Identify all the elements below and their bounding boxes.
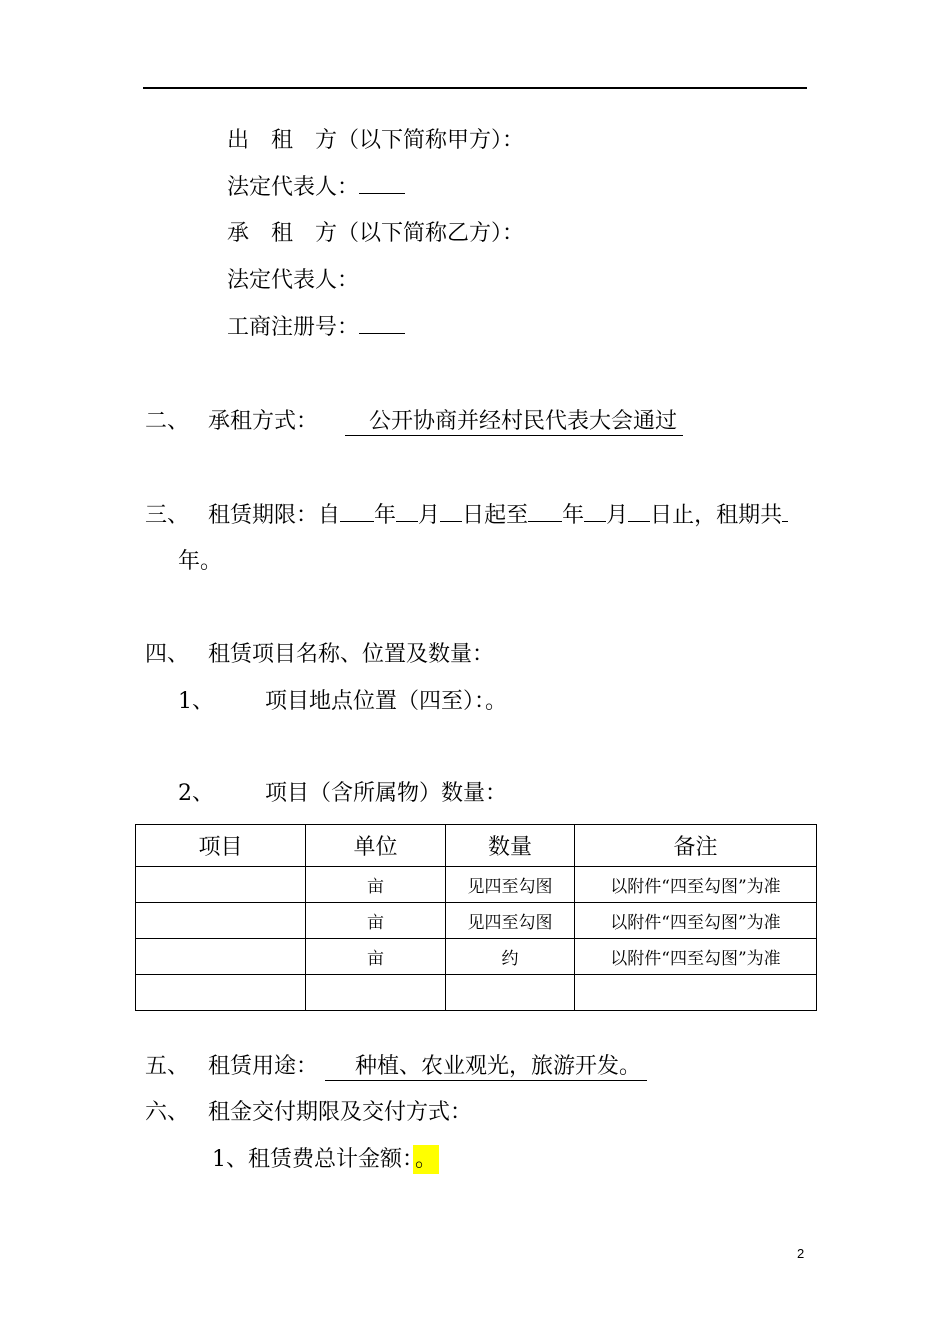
table-cell [136, 867, 306, 903]
day-from-text: 日起至 [462, 503, 529, 528]
table-cell [136, 939, 306, 975]
year-blank-1 [340, 501, 374, 522]
rent-total-label: 1、租赁费总计金额： [212, 1147, 413, 1172]
page-number: 2 [797, 1246, 805, 1261]
table-cell: 约 [446, 939, 575, 975]
table-cell [306, 975, 446, 1011]
table-cell [575, 975, 817, 1011]
item-2-num: 2、 [178, 781, 214, 806]
section-2-label: 承租方式： [208, 409, 319, 434]
reg-no-label: 工商注册号： [227, 315, 360, 340]
table-header-cell: 数量 [446, 825, 575, 867]
table-row [136, 903, 817, 939]
table-header-cell: 备注 [575, 825, 817, 867]
lessee-rep-label: 法定代表人： [227, 268, 360, 293]
table-cell: 亩 [306, 867, 446, 903]
table-header-cell: 单位 [306, 825, 446, 867]
items-table [135, 824, 817, 1011]
table-cell: 见四至勾图 [446, 867, 575, 903]
lessor-label: 出 租 方（以下简称甲方）： [227, 128, 525, 153]
header-rule [143, 87, 807, 89]
table-cell: 以附件“四至勾图”为准 [575, 939, 817, 975]
section-6-num: 六、 [145, 1100, 190, 1125]
section-4-label: 租赁项目名称、位置及数量： [208, 642, 495, 667]
lessee-rep-line [227, 266, 359, 296]
reg-no-line [227, 313, 405, 343]
table-cell: 见四至勾图 [446, 903, 575, 939]
section-6-label: 租金交付期限及交付方式： [208, 1100, 473, 1125]
table-row [136, 975, 817, 1011]
section-5 [145, 1052, 647, 1082]
table-cell: 亩 [306, 939, 446, 975]
year-unit-2: 年 [562, 503, 585, 528]
section-2 [145, 407, 683, 437]
section-5-value: 种植、农业观光，旅游开发。 [325, 1054, 647, 1081]
month-blank-1 [396, 501, 418, 522]
table-row [136, 939, 817, 975]
month-unit-2: 月 [606, 503, 629, 528]
section-5-num: 五、 [145, 1054, 190, 1079]
lessee-label: 承 租 方（以下简称乙方）： [227, 221, 525, 246]
item-2-text: 项目（含所属物）数量： [265, 781, 508, 806]
table-cell [446, 975, 575, 1011]
rent-total-value: 。 [415, 1147, 438, 1172]
table-cell: 以附件“四至勾图”为准 [575, 903, 817, 939]
item-1-text: 项目地点位置（四至）：。 [265, 689, 508, 714]
section-6 [145, 1098, 472, 1128]
section-4-num: 四、 [145, 642, 190, 667]
section-5-label: 租赁用途： [208, 1054, 319, 1079]
year-unit-1: 年 [374, 503, 397, 528]
month-unit-1: 月 [418, 503, 441, 528]
section-3-label: 租赁期限：自 [208, 503, 341, 528]
section-3-line-2 [178, 547, 222, 577]
item-1-num: 1、 [178, 689, 214, 714]
section-4-item-1 [178, 687, 507, 717]
table-header-row [136, 825, 817, 867]
day-to-text: 日止，租期共 [650, 503, 783, 528]
term-blank [782, 501, 788, 522]
month-blank-2 [584, 501, 606, 522]
year-blank-2 [528, 501, 562, 522]
lessor-rep-line [227, 173, 405, 203]
table-cell: 以附件“四至勾图”为准 [575, 867, 817, 903]
table-cell [136, 975, 306, 1011]
section-2-num: 二、 [145, 409, 190, 434]
table-cell: 亩 [306, 903, 446, 939]
reg-no-blank [359, 313, 405, 334]
lessor-rep-blank [359, 173, 405, 194]
table-row [136, 867, 817, 903]
section-2-value: 公开协商并经村民代表大会通过 [345, 409, 683, 436]
lessor-line [227, 126, 524, 156]
lessee-line [227, 219, 524, 249]
day-blank-2 [628, 501, 650, 522]
section-4 [145, 640, 494, 670]
lessor-rep-label: 法定代表人： [227, 175, 360, 200]
section-3 [145, 501, 788, 531]
table-header-cell: 项目 [136, 825, 306, 867]
table-cell [136, 903, 306, 939]
section-3-tail: 年。 [178, 549, 223, 574]
day-blank-1 [440, 501, 462, 522]
section-3-num: 三、 [145, 503, 190, 528]
section-4-item-2 [178, 779, 507, 809]
section-6-item-1 [212, 1145, 439, 1175]
